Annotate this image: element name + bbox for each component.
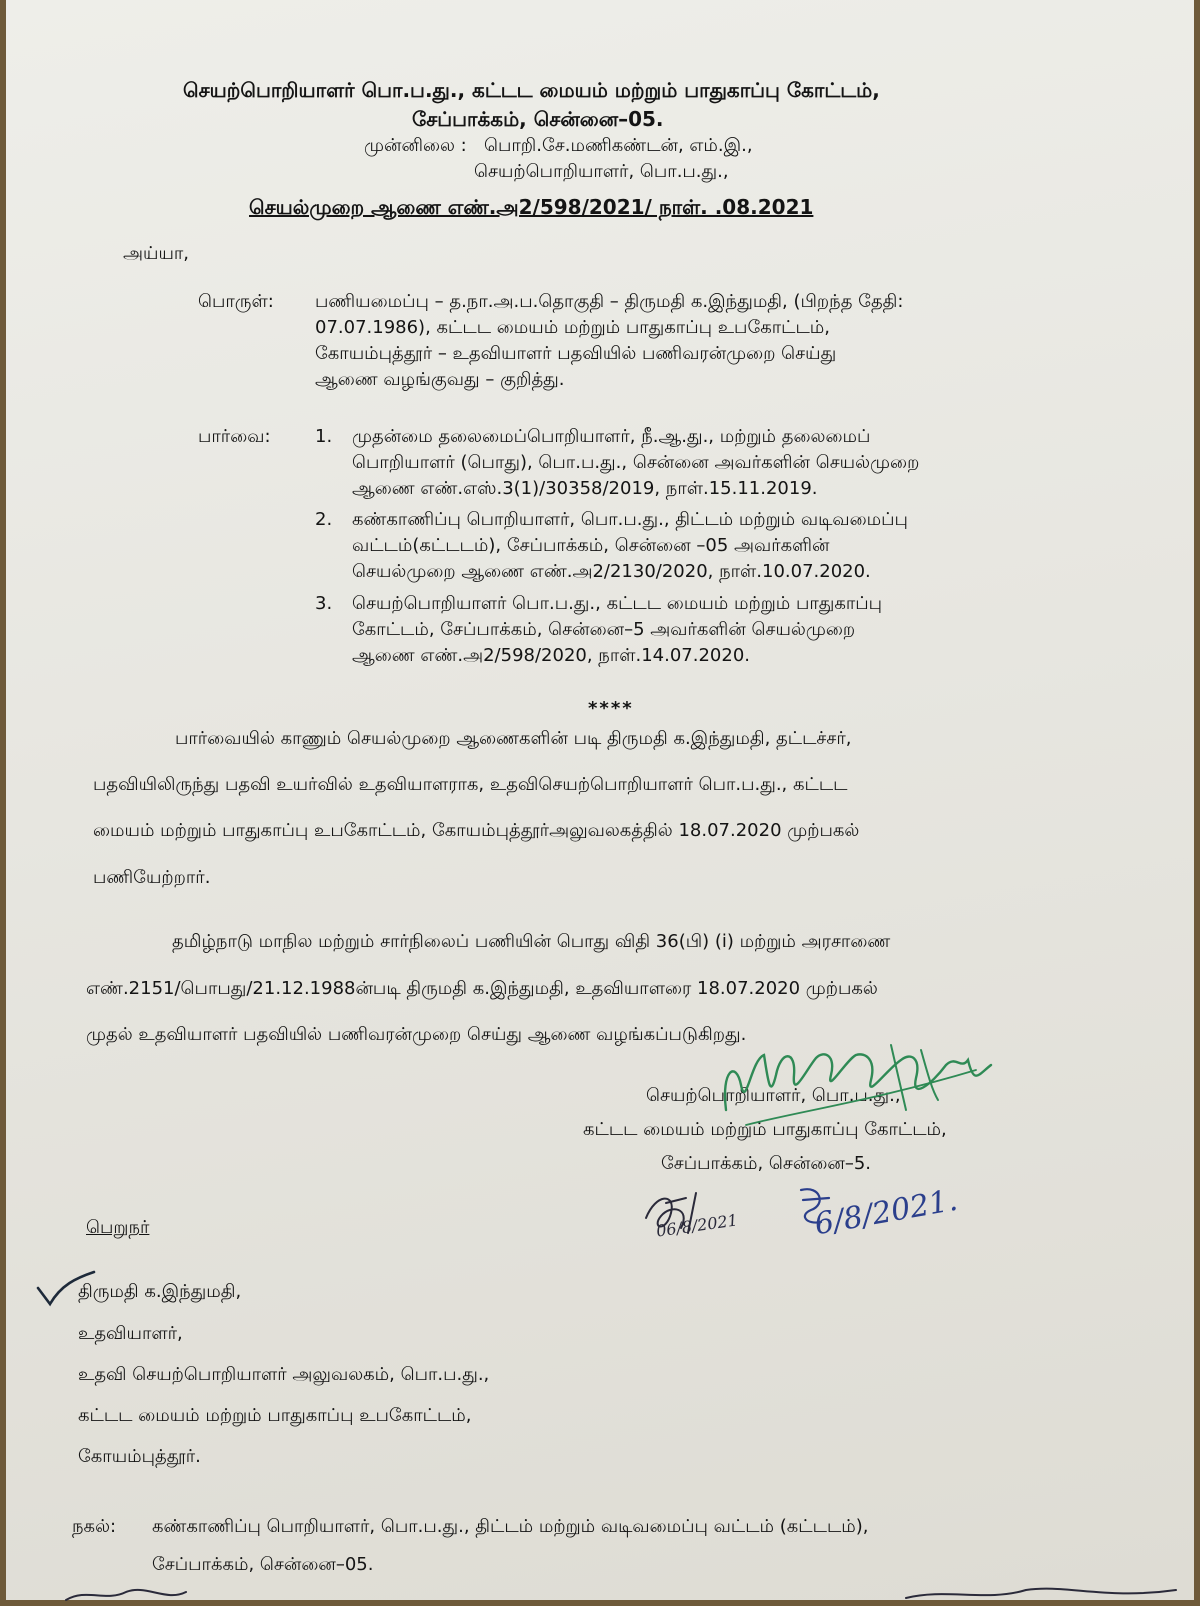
body-paragraph-line: முதல் உதவியாளர் பதவியில் பணிவரன்முறை செய்து ஆணை வழங்கப்படுகிறது. xyxy=(86,1024,747,1045)
office-heading-line2: சேப்பாக்கம், சென்னை–05. xyxy=(412,107,664,131)
references-label: பார்வை: xyxy=(198,426,271,447)
body-paragraph-line: மையம் மற்றும் பாதுகாப்பு உபகோட்டம், கோயம்புத்தூர்அலுவலகத்தில் 18.07.2020 முற்பகல் xyxy=(93,820,860,841)
recipient-line: கட்டட மையம் மற்றும் பாதுகாப்பு உபகோட்டம், xyxy=(78,1405,472,1426)
body-paragraph-line: பதவியிலிருந்து பதவி உயர்வில் உதவியாளராக, உதவிசெயற்பொறியாளர் பொ.ப.து., கட்டட xyxy=(93,774,848,795)
reference-number: 1. xyxy=(315,426,333,447)
reference-line: ஆணை எண்.எஸ்.3(1)/30358/2019, நாள்.15.11.2019. xyxy=(352,478,818,499)
bottom-handwriting-fragment xyxy=(6,1586,1186,1606)
subject-line: கோயம்புத்தூர் – உதவியாளர் பதவியில் பணிவரன்முறை செய்து xyxy=(315,343,837,364)
handwritten-date-2: 6/8/2021. xyxy=(811,1182,961,1243)
copy-label: நகல்: xyxy=(72,1516,117,1537)
body-paragraph-line: தமிழ்நாடு மாநில மற்றும் சார்நிலைப் பணியின் பொது விதி 36(பி) (i) மற்றும் அரசாணை xyxy=(172,931,891,952)
salutation: அய்யா, xyxy=(123,243,189,264)
recipient-line: உதவியாளர், xyxy=(78,1323,183,1344)
subject-line: பணியமைப்பு – த.நா.அ.ப.தொகுதி – திருமதி க.இந்துமதி, (பிறந்த தேதி: xyxy=(315,291,904,312)
reference-number: 2. xyxy=(315,509,333,530)
signatory-line: கட்டட மையம் மற்றும் பாதுகாப்பு கோட்டம், xyxy=(583,1119,947,1140)
presence-label: முன்னிலை : xyxy=(364,135,467,156)
recipient-line: உதவி செயற்பொறியாளர் அலுவலகம், பொ.ப.து., xyxy=(78,1364,490,1385)
reference-line: கண்காணிப்பு பொறியாளர், பொ.ப.து., திட்டம் மற்றும் வடிவமைப்பு xyxy=(352,509,908,530)
handwritten-date-1: 06/8/2021 xyxy=(655,1210,739,1241)
body-paragraph-line: பார்வையில் காணும் செயல்முறை ஆணைகளின் படி திருமதி க.இந்துமதி, தட்டச்சர், xyxy=(175,728,852,749)
presence-title: செயற்பொறியாளர், பொ.ப.து., xyxy=(474,161,729,182)
recipient-label: பெறுநர் xyxy=(86,1217,150,1238)
subject-label: பொருள்: xyxy=(198,291,274,312)
reference-line: பொறியாளர் (பொது), பொ.ப.து., சென்னை அவர்களின் செயல்முறை xyxy=(352,452,920,473)
reference-line: முதன்மை தலைமைப்பொறியாளர், நீ.ஆ.து., மற்றும் தலைமைப் xyxy=(352,426,871,447)
copy-line: சேப்பாக்கம், சென்னை–05. xyxy=(152,1554,374,1575)
reference-line: கோட்டம், சேப்பாக்கம், சென்னை–5 அவர்களின் செயல்முறை xyxy=(352,619,856,640)
copy-line: கண்காணிப்பு பொறியாளர், பொ.ப.து., திட்டம் மற்றும் வடிவமைப்பு வட்டம் (கட்டடம்), xyxy=(152,1516,869,1537)
recipient-line: திருமதி க.இந்துமதி, xyxy=(78,1281,242,1302)
subject-line: 07.07.1986), கட்டட மையம் மற்றும் பாதுகாப்பு உபகோட்டம், xyxy=(315,317,831,338)
reference-line: செயற்பொறியாளர் பொ.ப.து., கட்டட மையம் மற்றும் பாதுகாப்பு xyxy=(352,593,883,614)
reference-line: ஆணை எண்.அ2/598/2020, நாள்.14.07.2020. xyxy=(352,645,750,666)
signature-green xyxy=(706,1030,1006,1140)
presence-name: பொறி.சே.மணிகண்டன், எம்.இ., xyxy=(484,135,753,156)
signatory-line: செயற்பொறியாளர், பொ.ப.து., xyxy=(646,1085,901,1106)
reference-number: 3. xyxy=(315,593,333,614)
body-paragraph-line: எண்.2151/பொபது/21.12.1988ன்படி திருமதி க.இந்துமதி, உதவியாளரை 18.07.2020 முற்பகல் xyxy=(86,978,878,999)
office-heading-line1: செயற்பொறியாளர் பொ.ப.து., கட்டட மையம் மற்றும் பாதுகாப்பு கோட்டம், xyxy=(183,78,880,102)
recipient-line: கோயம்புத்தூர். xyxy=(78,1446,201,1467)
order-title: செயல்முறை ஆணை எண்.அ2/598/2021/ நாள். .08.2021 xyxy=(249,195,814,219)
body-paragraph-line: பணியேற்றார். xyxy=(93,867,211,888)
document-page xyxy=(6,0,1194,1600)
reference-line: வட்டம்(கட்டடம்), சேப்பாக்கம், சென்னை –05 அவர்களின் xyxy=(352,535,830,556)
separator-stars: **** xyxy=(588,698,634,719)
subject-line: ஆணை வழங்குவது – குறித்து. xyxy=(315,369,565,390)
reference-line: செயல்முறை ஆணை எண்.அ2/2130/2020, நாள்.10.07.2020. xyxy=(352,561,871,582)
signatory-line: சேப்பாக்கம், சென்னை–5. xyxy=(661,1153,871,1174)
